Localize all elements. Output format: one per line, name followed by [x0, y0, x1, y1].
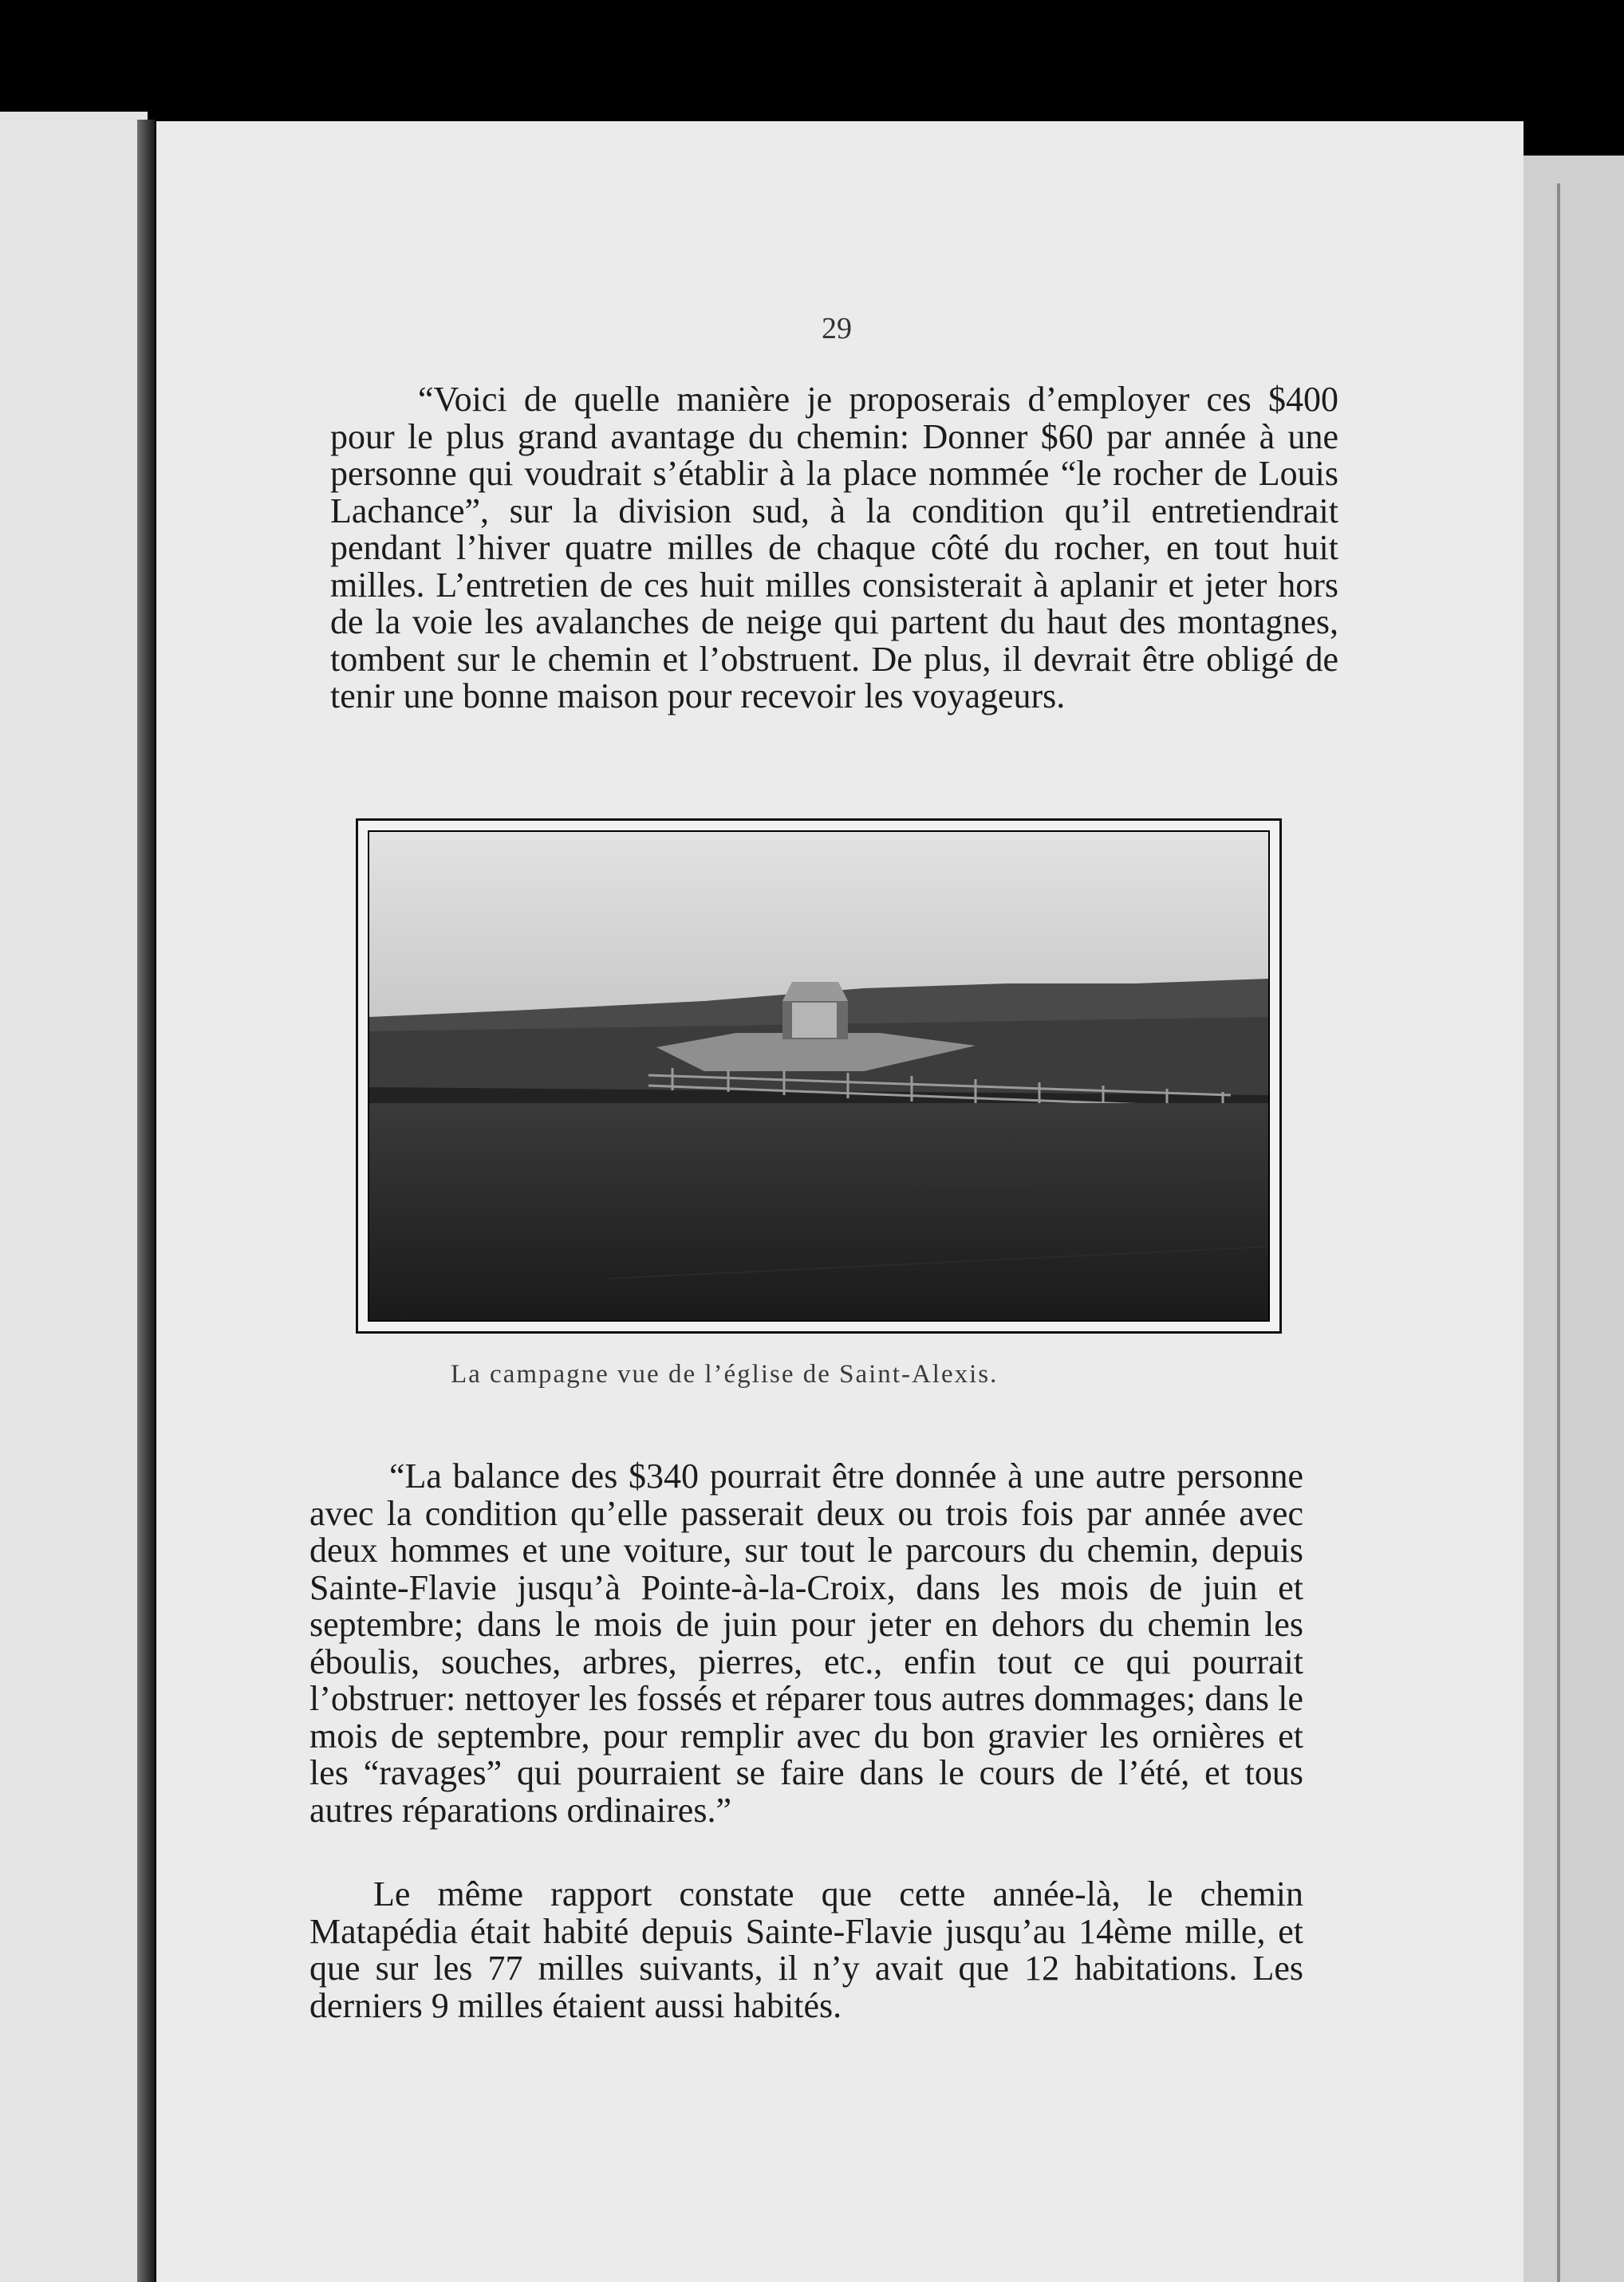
paragraph-balance: “La balance des $340 pourrait être donnée à une autre personne avec la condition qu’elle passerait deux ou trois fois par année avec deux hommes et une voiture, sur tout le parcours du chemin, depuis Sainte-Flavie jusqu’à Pointe-à-la-Croix, dans les mois de juin et septembre; dans le mois de juin pour jeter en dehors du chemin les éboulis, souches, arbres, pierres, etc., enfin tout ce qui pourrait l’obstruer: nettoyer les fossés et réparer tous autres dommages; dans le mois de septembre, pour remplir avec du bon gravier les ornières et les “ravages” qui pourraient se faire dans le cours de l’été, et tous autres réparations ordinaires.”: [309, 1456, 1303, 1830]
paragraph-proposal: “Voici de quelle manière je proposerais d’employer ces $400 pour le plus grand avantage du chemin: Donner $60 par année à une personne qui voudrait s’établir à la place nommée “le rocher de Louis Lachance”, sur la division sud, à la condition qu’il entretiendrait pendant l’hiver quatre milles de chaque côté du rocher, en tout huit milles. L’entretien de ces huit milles consisterait à aplanir et jeter hors de la voie les avalanches de neige qui partent du haut des montagnes, tombent sur le chemin et l’obstruent. De plus, il devrait être obligé de tenir une bonne maison pour recevoir les voyageurs.: [330, 380, 1338, 715]
facing-page-edge: [0, 112, 148, 2282]
book-gutter: [137, 120, 155, 2282]
page-stack-line: [1557, 183, 1560, 2282]
photo-frame: [356, 818, 1282, 1334]
landscape-photo: [368, 830, 1270, 1322]
page-stack-edge: [1523, 156, 1624, 2282]
page-number: 29: [822, 312, 852, 345]
paragraph-report: Le même rapport constate que cette année-là, le chemin Matapédia était habité depuis Sainte-Flavie jusqu’au 14ème mille, et que sur les 77 milles suivants, il n’y avait que 12 habitations. Les derniers 9 milles étaient aussi habités.: [309, 1874, 1303, 2025]
photo-caption: La campagne vue de l’église de Saint-Alexis.: [451, 1360, 999, 1389]
landscape-photo-drawing: [369, 832, 1268, 1320]
